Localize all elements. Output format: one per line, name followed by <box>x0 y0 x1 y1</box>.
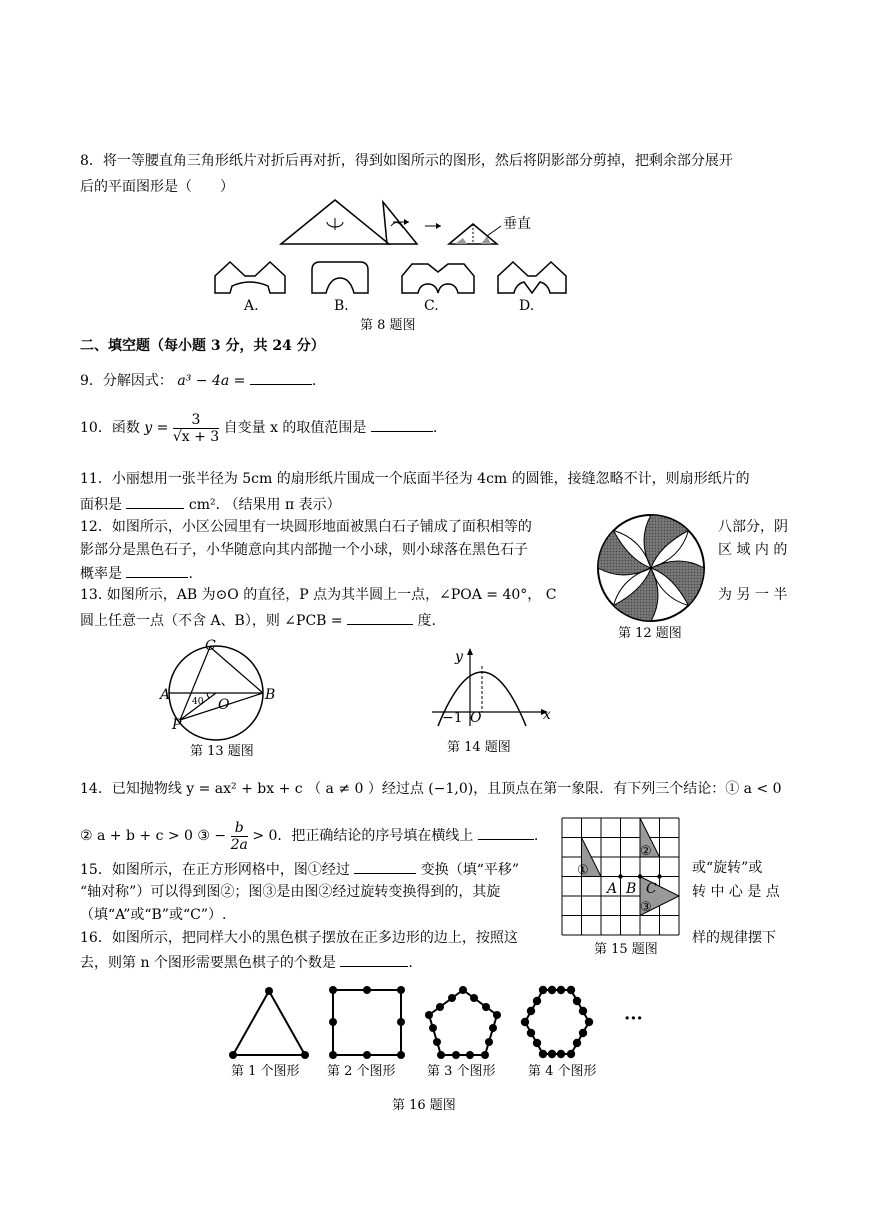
q12-line1: 12．如图所示，小区公园里有一块圆形地面被黑白石子铺成了面积相等的 <box>80 519 532 535</box>
q8-label-vertical: 垂直 <box>503 216 531 232</box>
q13-line2-prefix: 圆上任意一点（不含 A、B），则 ∠PCB = <box>80 613 343 629</box>
q16-line2-prefix: 去，则第 n 个图形需要黑色棋子的个数是 <box>80 955 336 971</box>
q11-line1: 11．小丽想用一张半径为 5cm 的扇形纸片围成一个底面半径为 4cm 的圆锥，接缝忽略不计，则扇形纸片的 <box>80 471 750 487</box>
q8-line2: 后的平面图形是（ ） <box>80 179 234 195</box>
q8-option-shapes <box>210 258 570 298</box>
q12-line3-suffix: . <box>188 566 193 582</box>
q8-caption: 第 8 题图 <box>360 318 416 333</box>
q13-caption: 第 13 题图 <box>190 744 254 759</box>
q9-expr: a³ − 4a = <box>177 373 246 389</box>
q14-caption: 第 14 题图 <box>447 740 511 755</box>
q13-label-c: C <box>205 638 216 654</box>
q12-line1-right: 八部分，阴 <box>718 519 788 535</box>
q15-label-one: ① <box>577 863 589 878</box>
q14-fraction <box>231 820 248 853</box>
q12-circle-figure <box>588 512 714 624</box>
q12-caption: 第 12 题图 <box>618 626 682 641</box>
q16-figure-2: 第 2 个图形 <box>327 1064 396 1079</box>
q13-label-angle: 40 <box>192 697 204 707</box>
q12-line3-prefix: 概率是 <box>80 566 122 582</box>
q8-option-c: C. <box>424 298 439 314</box>
q9 <box>80 370 316 390</box>
q14-label-o: O <box>470 710 482 726</box>
q15-label-a: A <box>607 881 618 897</box>
q13-answer-blank[interactable] <box>347 610 413 625</box>
q14-line2-b: > 0．把正确结论的序号填在横线上 <box>252 828 474 844</box>
q13-line1-right: 为 另 一 半 <box>718 587 788 603</box>
q12-line3 <box>80 563 193 583</box>
q10-frac-num: 3 <box>173 412 219 429</box>
q14-line1: 14．已知抛物线 y = ax² + bx + c （ a ≠ 0 ）经过点 (−1,0)，且顶点在第一象限．有下列三个结论：① a < 0 <box>80 781 782 797</box>
q16-line2-suffix: . <box>408 955 413 971</box>
q9-suffix: . <box>311 373 317 389</box>
q10-prefix: 10．函数 <box>80 420 140 436</box>
q10-frac-den: √x + 3 <box>172 428 220 445</box>
q15-answer-blank-transform[interactable] <box>354 859 416 874</box>
q10-text: 自变量 x 的取值范围是 <box>223 420 367 436</box>
q15-caption: 第 15 题图 <box>594 942 658 957</box>
q12-answer-blank[interactable] <box>126 563 188 578</box>
q14-frac-num: b <box>231 820 248 837</box>
q16-caption: 第 16 题图 <box>392 1098 456 1113</box>
q13-line2-suffix: 度. <box>417 613 436 629</box>
q10-answer-blank[interactable] <box>371 417 433 432</box>
q13-line1: 13. 如图所示，AB 为⊙O 的直径，P 点为其半圆上一点，∠POA = 40°， C <box>80 587 557 603</box>
q16-line1-right: 样的规律摆下 <box>692 930 776 946</box>
q16-line1: 16．如图所示，把同样大小的黑色棋子摆放在正多边形的边上，按照这 <box>80 930 518 946</box>
q15-label-b: B <box>626 881 637 897</box>
q15-line1-mid: 变换（填“平移” <box>420 862 520 878</box>
q8-option-d: D. <box>519 298 535 314</box>
q14-label-x: x <box>543 707 551 723</box>
q14-answer-blank[interactable] <box>478 825 534 840</box>
q15-line3: （填“A”或“B”或“C”）. <box>80 907 227 923</box>
q13-line2 <box>80 610 436 630</box>
q15-label-c: C <box>646 881 657 897</box>
q13-label-b: B <box>265 687 276 703</box>
q16-answer-blank[interactable] <box>340 952 408 967</box>
q11-answer-blank[interactable] <box>126 494 184 509</box>
section2-title: 二、填空题（每小题 3 分，共 24 分） <box>80 338 325 354</box>
q9-prefix: 9．分解因式： <box>80 373 173 389</box>
q9-answer-blank[interactable] <box>250 370 312 385</box>
q12-line2: 影部分是黑色石子，小华随意向其内部抛一个小球，则小球落在黑色石子 <box>80 542 528 558</box>
q14-frac-den: 2a <box>230 836 248 853</box>
q10-suffix: . <box>432 420 438 436</box>
q15-line2-right: 转 中 心 是 点 <box>692 884 780 900</box>
q13-label-a: A <box>160 687 171 703</box>
q14-label-neg1: −1 <box>442 710 463 726</box>
q8-line1: 8．将一等腰直角三角形纸片对折后再对折，得到如图所示的图形，然后将阴影部分剪掉，把剩余部分展开 <box>80 153 733 169</box>
q15-line2: “轴对称”）可以得到图②；图③是由图②经过旋转变换得到的，其旋 <box>80 884 501 900</box>
q8-option-a: A. <box>244 298 259 314</box>
q16-ellipsis: ··· <box>624 1008 643 1029</box>
q14-line2-a: ② a + b + c > 0 ③ − <box>80 828 227 844</box>
q8-option-b: B. <box>334 298 349 314</box>
q16-figure-1: 第 1 个图形 <box>231 1064 300 1079</box>
q15-label-three: ③ <box>640 900 652 915</box>
q16-figure-3: 第 3 个图形 <box>427 1064 496 1079</box>
q11-line2 <box>80 494 341 514</box>
q10-fraction <box>173 412 219 445</box>
q11-line2-prefix: 面积是 <box>80 497 122 513</box>
q15-line1-right: 或“旋转”或 <box>692 860 763 876</box>
q10-lhs: y = <box>144 420 169 436</box>
q12-line2-right: 区 域 内 的 <box>718 542 788 558</box>
q16-line2 <box>80 952 413 972</box>
q14-label-y: y <box>455 649 463 665</box>
q13-label-p: P <box>172 717 182 733</box>
q10 <box>80 410 437 446</box>
q16-polygon-figures <box>225 985 645 1060</box>
q14-line2 <box>80 818 538 854</box>
q15-label-two: ② <box>640 844 652 859</box>
q8-folding-figure <box>275 196 535 256</box>
q14-line2-suffix: . <box>533 828 539 844</box>
q15-line1 <box>80 859 519 879</box>
q13-label-o: O <box>218 697 230 713</box>
q15-line1-text: 15．如图所示，在正方形网格中，图①经过 <box>80 862 350 878</box>
q11-line2-suffix: cm². （结果用 π 表示） <box>188 497 341 513</box>
q16-figure-4: 第 4 个图形 <box>528 1064 597 1079</box>
